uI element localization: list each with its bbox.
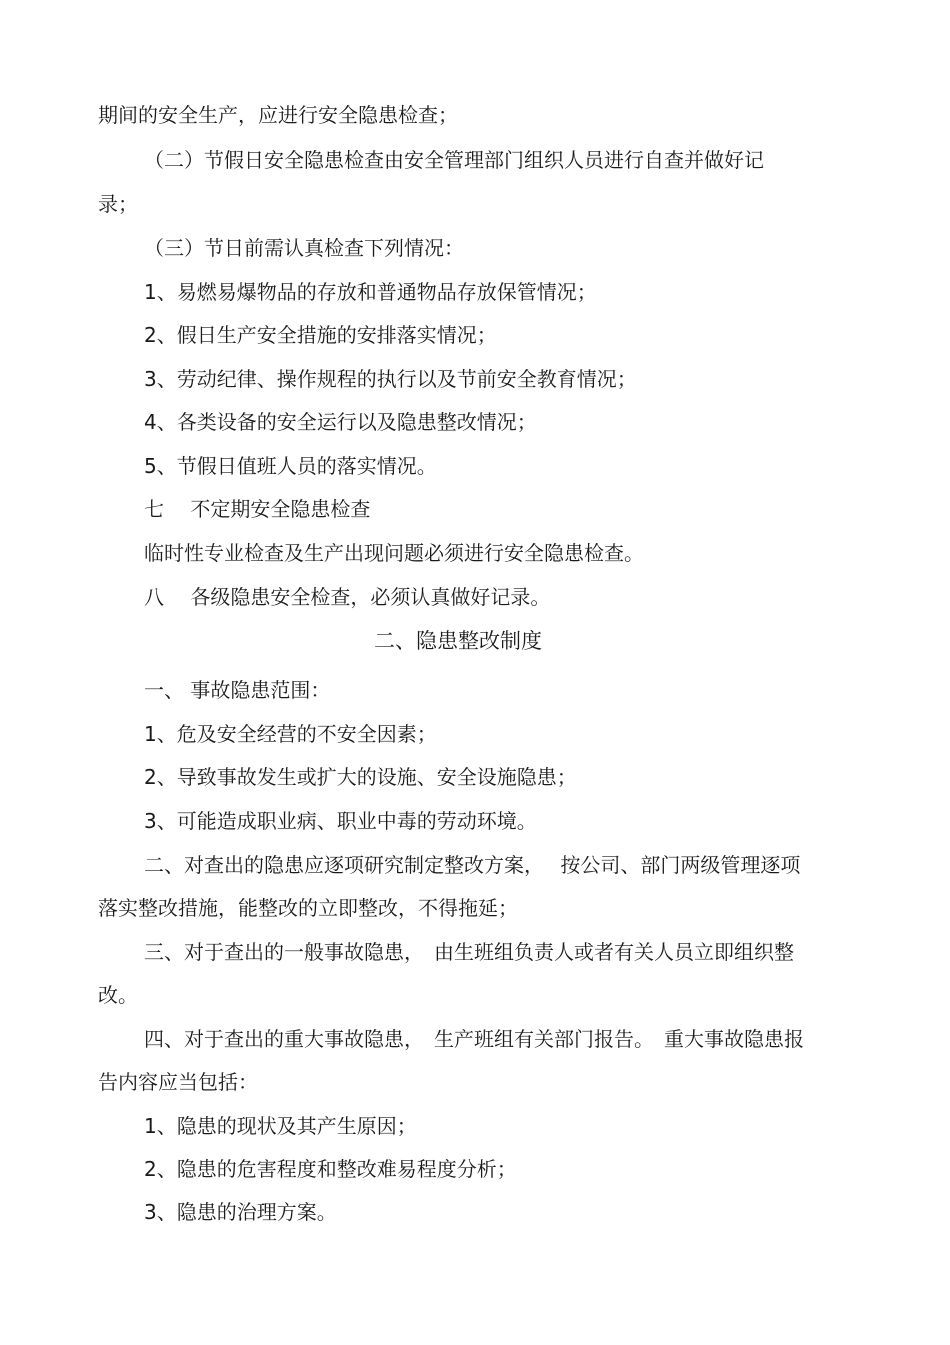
text-line: 四、对于查出的重大事故隐患， 生产班组有关部门报告。 重大事故隐患报 xyxy=(144,1027,804,1051)
section-heading: 一、 事故隐患范围： xyxy=(144,678,331,702)
text-line: 临时性专业检查及生产出现问题必须进行安全隐患检查。 xyxy=(144,541,644,565)
text-line: 2、导致事故发生或扩大的设施、安全设施隐患； xyxy=(144,765,577,789)
text-line: 录； xyxy=(98,192,138,216)
text-line: 落实整改措施，能整改的立即整改，不得拖延； xyxy=(98,896,518,920)
text-line: 2、假日生产安全措施的安排落实情况； xyxy=(144,323,497,347)
text-line: （三）节日前需认真检查下列情况： xyxy=(144,236,464,260)
text-line: 3、劳动纪律、操作规程的执行以及节前安全教育情况； xyxy=(144,367,637,391)
text-line: 5、节假日值班人员的落实情况。 xyxy=(144,454,437,478)
text-line: 期间的安全生产，应进行安全隐患检查； xyxy=(98,103,458,127)
text-line: 1、隐患的现状及其产生原因； xyxy=(144,1114,417,1138)
text-line: 3、隐患的治理方案。 xyxy=(144,1200,337,1224)
chapter-title: 二、隐患整改制度 xyxy=(374,629,542,653)
text-line: 三、对于查出的一般事故隐患， 由生班组负责人或者有关人员立即组织整 xyxy=(144,940,794,964)
text-line: 2、隐患的危害程度和整改难易程度分析； xyxy=(144,1157,517,1181)
text-line: 3、可能造成职业病、职业中毒的劳动环境。 xyxy=(144,809,537,833)
section-heading: 七 不定期安全隐患检查 xyxy=(144,497,371,521)
text-line: 1、危及安全经营的不安全因素； xyxy=(144,722,437,746)
text-line: 1、易燃易爆物品的存放和普通物品存放保管情况； xyxy=(144,280,597,304)
text-line: （二）节假日安全隐患检查由安全管理部门组织人员进行自查并做好记 xyxy=(144,148,764,172)
section-heading: 八 各级隐患安全检查，必须认真做好记录。 xyxy=(144,585,551,609)
text-line: 改。 xyxy=(98,983,138,1007)
text-line: 告内容应当包括： xyxy=(98,1070,258,1094)
text-line: 4、各类设备的安全运行以及隐患整改情况； xyxy=(144,410,537,434)
text-line: 二、对查出的隐患应逐项研究制定整改方案， 按公司、部门两级管理逐项 xyxy=(144,853,801,877)
